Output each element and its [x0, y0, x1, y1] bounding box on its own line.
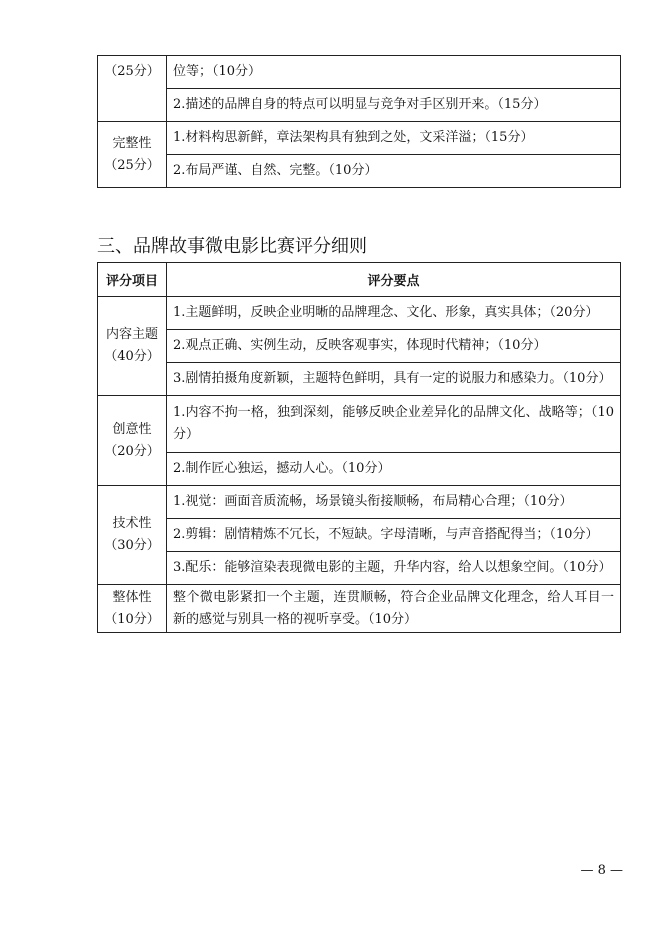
criterion-cell: 3.配乐：能够渲染表现微电影的主题，升华内容，给人以想象空间。（10分）: [167, 552, 621, 585]
scoring-table-continued: [97, 55, 621, 188]
criterion-cell: 2.布局严谨、自然、完整。（10分）: [167, 155, 621, 188]
category-cell: 内容主题 （40分）: [98, 297, 167, 396]
category-cell: 技术性 （30分）: [98, 486, 167, 585]
page-number: — 8 —: [580, 863, 623, 878]
category-cell: 整体性 （10分）: [98, 585, 167, 633]
criterion-cell: 2.描述的品牌自身的特点可以明显与竞争对手区别开来。（15分）: [167, 89, 621, 122]
category-cell: （25分）: [98, 56, 167, 122]
category-cell: 创意性 （20分）: [98, 396, 167, 486]
header-criteria: 评分要点: [167, 263, 621, 297]
criterion-cell: 2.制作匠心独运，撼动人心。（10分）: [167, 453, 621, 486]
criterion-cell: 整个微电影紧扣一个主题，连贯顺畅，符合企业品牌文化理念，给人耳目一新的感觉与别具一格的视听享受。（10分）: [167, 585, 621, 633]
section-title: 三、品牌故事微电影比赛评分细则: [97, 236, 367, 257]
header-category: 评分项目: [98, 263, 167, 297]
category-cell: 完整性 （25分）: [98, 122, 167, 188]
criterion-cell: 1.主题鲜明，反映企业明晰的品牌理念、文化、形象，真实具体；（20分）: [167, 297, 621, 330]
criterion-cell: 1.材料构思新鲜，章法架构具有独到之处，文采洋溢；（15分）: [167, 122, 621, 155]
criterion-cell: 2.剪辑：剧情精炼不冗长，不短缺。字母清晰，与声音搭配得当；（10分）: [167, 519, 621, 552]
criterion-cell: 1.内容不拘一格，独到深刻，能够反映企业差异化的品牌文化、战略等；（10分）: [167, 396, 621, 453]
scoring-table: [97, 262, 621, 633]
criterion-cell: 3.剧情拍摄角度新颖，主题特色鲜明，具有一定的说服力和感染力。（10分）: [167, 363, 621, 396]
criterion-cell: 位等；（10分）: [167, 56, 621, 89]
criterion-cell: 1.视觉：画面音质流畅，场景镜头衔接顺畅，布局精心合理；（10分）: [167, 486, 621, 519]
criterion-cell: 2.观点正确、实例生动，反映客观事实，体现时代精神；（10分）: [167, 330, 621, 363]
